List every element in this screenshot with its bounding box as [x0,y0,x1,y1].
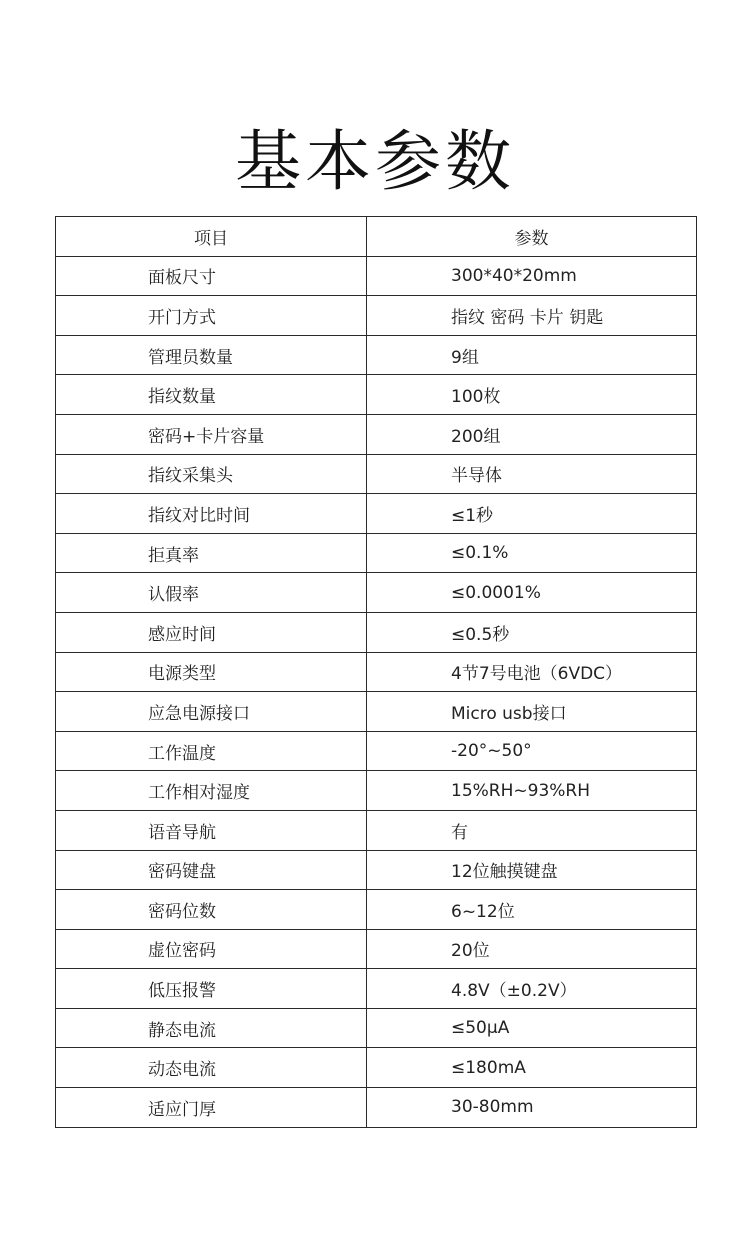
spec-value-cell: 20位 [367,929,697,969]
spec-name-cell: 适应门厚 [56,1088,367,1128]
table-header-row [56,217,697,257]
spec-value-cell: ≤180mA [367,1048,697,1088]
spec-value-cell: 12位触摸键盘 [367,850,697,890]
spec-value-cell: 30-80mm [367,1088,697,1128]
table-row [56,1088,697,1128]
spec-value-cell: -20°~50° [367,731,697,771]
spec-name-cell: 指纹采集头 [56,454,367,494]
spec-name-cell: 低压报警 [56,969,367,1009]
spec-name-cell: 认假率 [56,573,367,613]
spec-name-cell: 密码键盘 [56,850,367,890]
spec-value-cell: 6~12位 [367,890,697,930]
spec-value-cell: 300*40*20mm [367,256,697,296]
table-row [56,850,697,890]
table-row [56,414,697,454]
spec-name-cell: 密码位数 [56,890,367,930]
spec-value-cell: ≤50μA [367,1008,697,1048]
spec-value-cell: Micro usb接口 [367,692,697,732]
spec-value-cell: 100枚 [367,375,697,415]
table-row [56,612,697,652]
spec-value-cell: 9组 [367,335,697,375]
spec-name-cell: 工作相对湿度 [56,771,367,811]
table-row [56,256,697,296]
table-row [56,810,697,850]
table-row [56,652,697,692]
table-row [56,1008,697,1048]
table-row [56,929,697,969]
spec-name-cell: 语音导航 [56,810,367,850]
spec-name-cell: 电源类型 [56,652,367,692]
table-row [56,533,697,573]
spec-name-cell: 动态电流 [56,1048,367,1088]
column-header-item: 项目 [56,217,367,257]
spec-name-cell: 感应时间 [56,612,367,652]
table-row [56,771,697,811]
table-row [56,375,697,415]
table-row [56,1048,697,1088]
spec-name-cell: 指纹数量 [56,375,367,415]
spec-name-cell: 拒真率 [56,533,367,573]
table-row [56,573,697,613]
spec-value-cell: 200组 [367,414,697,454]
spec-name-cell: 应急电源接口 [56,692,367,732]
table-row [56,494,697,534]
table-row [56,731,697,771]
spec-value-cell: 半导体 [367,454,697,494]
spec-value-cell: ≤1秒 [367,494,697,534]
spec-name-cell: 面板尺寸 [56,256,367,296]
spec-table-body [56,256,697,1127]
table-row [56,454,697,494]
table-row [56,969,697,1009]
spec-value-cell: 15%RH~93%RH [367,771,697,811]
table-row [56,692,697,732]
spec-name-cell: 开门方式 [56,296,367,336]
spec-value-cell: 4.8V（±0.2V） [367,969,697,1009]
table-row [56,335,697,375]
page-title: 基本参数 [235,123,515,201]
spec-name-cell: 工作温度 [56,731,367,771]
spec-value-cell: 指纹 密码 卡片 钥匙 [367,296,697,336]
spec-value-cell: ≤0.1% [367,533,697,573]
table-row [56,890,697,930]
spec-name-cell: 指纹对比时间 [56,494,367,534]
spec-name-cell: 静态电流 [56,1008,367,1048]
spec-name-cell: 密码+卡片容量 [56,414,367,454]
spec-name-cell: 虚位密码 [56,929,367,969]
column-header-value: 参数 [367,217,697,257]
spec-value-cell: 有 [367,810,697,850]
spec-table [55,216,697,1128]
spec-value-cell: ≤0.5秒 [367,612,697,652]
table-row [56,296,697,336]
spec-value-cell: 4节7号电池（6VDC） [367,652,697,692]
spec-value-cell: ≤0.0001% [367,573,697,613]
spec-name-cell: 管理员数量 [56,335,367,375]
